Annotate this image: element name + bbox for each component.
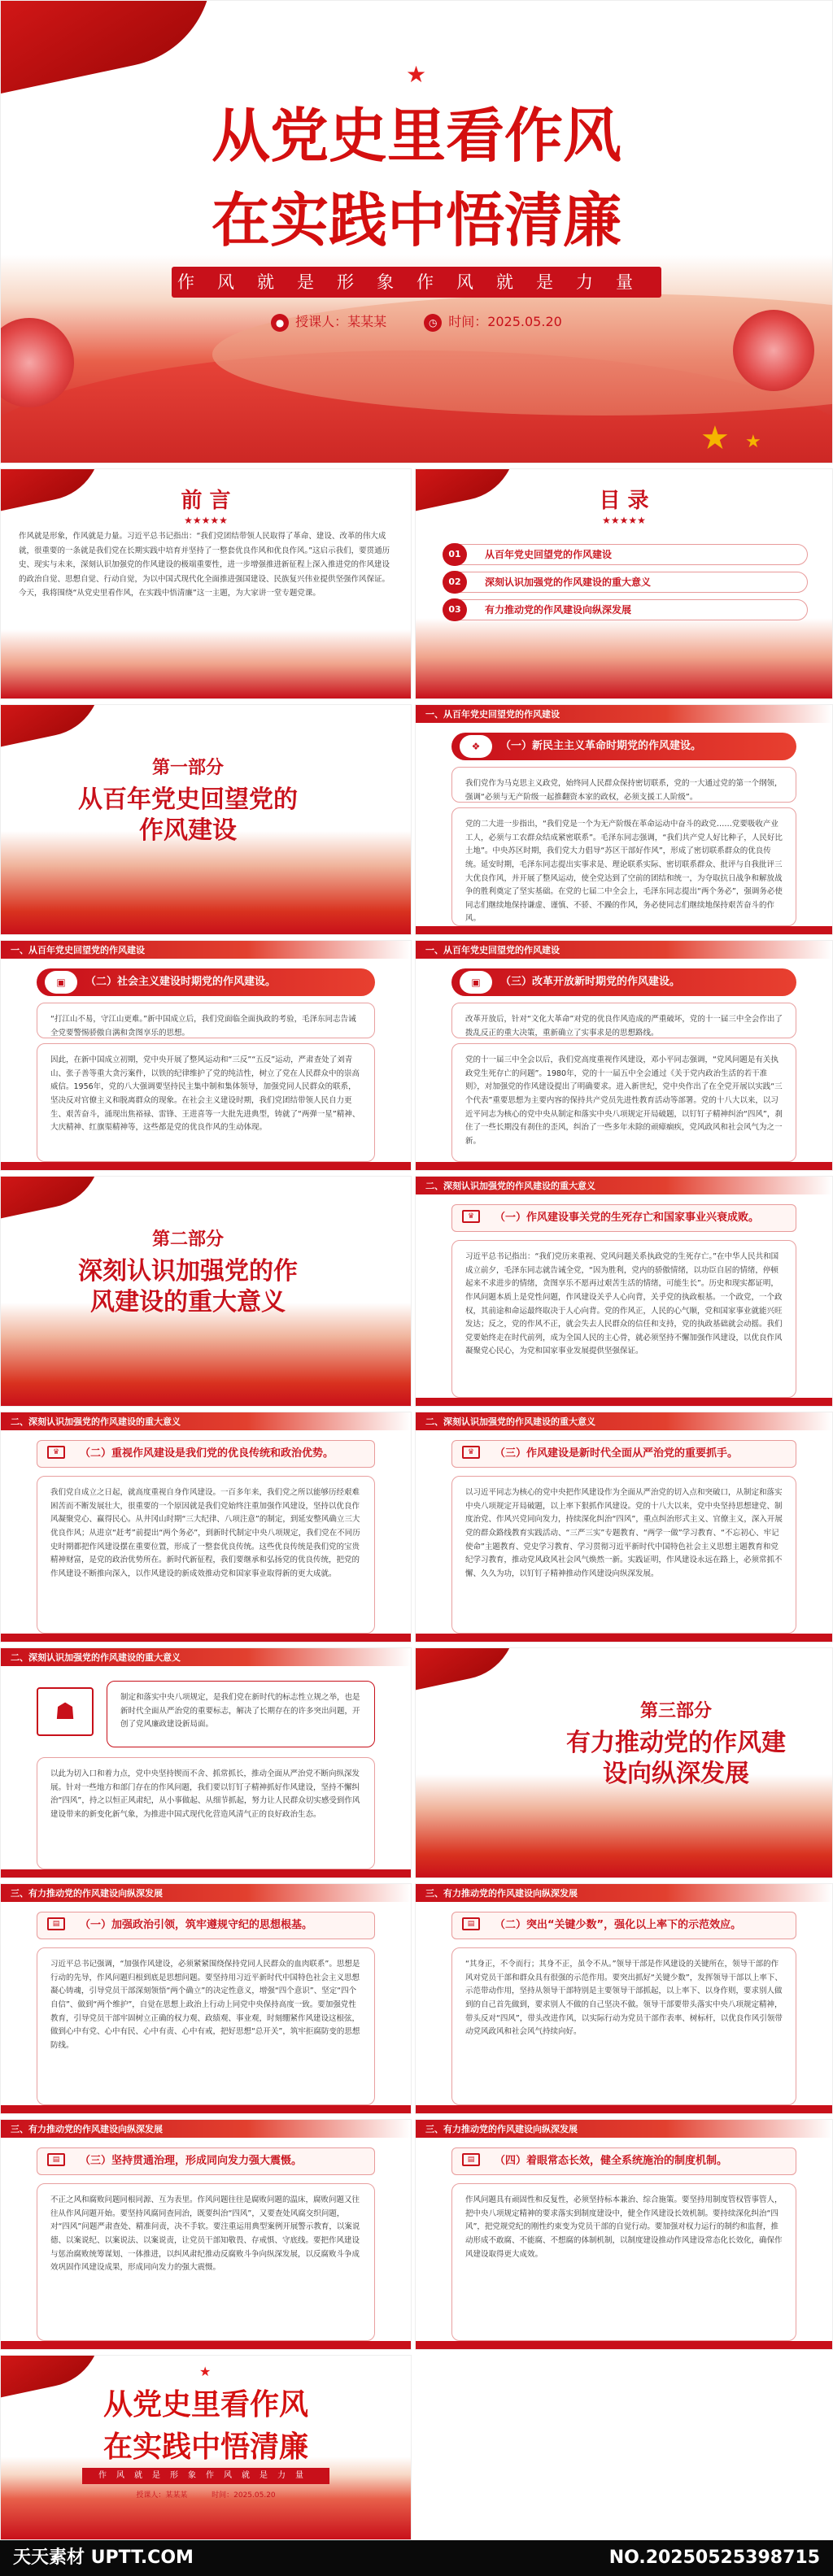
section-bar	[451, 1204, 796, 1232]
book-icon: ▤	[462, 2153, 480, 2166]
part-label: 第二部分	[151, 1229, 224, 1250]
lantern-icon: ♛	[462, 1446, 480, 1459]
toc-item-2[interactable]	[443, 572, 808, 593]
user-icon: ●	[271, 314, 289, 332]
slide-header	[416, 941, 832, 959]
body-para: 习近平总书记强调，“加强作风建设，必须紧紧围绕保持党同人民群众的血肉联系”。思想是行动的先导，作风问题归根到底是思想问题。要坚持用习近平新时代中国特色社会主义思想凝心铸魂，引导党员干部深刻领悟“两个确立”的决定性意义，增强“四个意识”、坚定“四个自信”、做到“两个维护”，自觉在思想上政治上行动上同党中央保持高度一致。要加强党性教育，引导党员干部牢固树立正确的权力观、政绩观、事业观，时刻绷紧作风建设这根弦，做到心中有党、心中有民、心中有责、心中有戒，把好思想“总开关”，筑牢拒腐防变的思想防线。	[50, 1960, 360, 2050]
section-title: （四）着眼常态长效，健全系统施治的制度机制。	[495, 2155, 728, 2167]
body-para: 习近平总书记指出：“我们党历来重视、党风问题关系执政党的生死存亡。”在中华人民共和国成立前夕，毛泽东同志就告诫全党，“因为胜利，党内的骄傲情绪，以功臣自居的情绪，停顿起来不求进步的情绪，贪图享乐不愿再过艰苦生活的情绪，可能生长”。历史和现实都证明，作风问题本质上是党性问题，作风建设关乎人心向背，关乎党的执政根基。一个政党，一个政权，其前途和命运最终取决于人心向背。党的作风正，人民的心气顺，党和国家事业就能兴旺发达；反之，党的作风不正，就会失去人民群众的信任和支持，党的执政基础就会动摇。我们党要始终走在时代前列，成为全国人民的主心骨，就必须坚持不懈加强作风建设，以优良作风凝聚党心民心，为党和国家事业发展提供坚强保证。	[465, 1252, 783, 1356]
section-bar	[37, 2147, 375, 2175]
slide-header	[1, 2120, 411, 2138]
cover-subtitle: 作风就是形象作风就是力量	[172, 267, 661, 298]
time-text: 时间：2025.05.20	[212, 2491, 276, 2500]
stars-divider: ★★★★★	[602, 515, 646, 526]
section-title: （二）重视作风建设是我们党的优良传统和政治优势。	[80, 1447, 334, 1460]
body-para: “其身正，不令而行；其身不正，虽令不从。”领导干部是作风建设的关键所在，领导干部的作风对党员干部和群众具有很强的示范作用。要突出抓好“关键少数”，发挥领导干部以上率下、示范带动作用，坚持从领导干部特别是主要领导干部抓起，以上率下、以身作则，要求别人做到的自己首先做到，要求别人不做的自己坚决不做。领导干部要带头落实中央八项规定精神，带头反对“四风”，带头改进作风，以实际行动为党员干部作表率、树标杆，以优良作风引领带动党风政风和社会风气持续向好。	[465, 1960, 783, 2037]
ending-slide	[0, 2355, 412, 2540]
body-para: “打江山不易，守江山更难。”新中国成立后，我们党面临全面执政的考验，毛泽东同志告诫全党要警惕骄傲自满和贪图享乐的思想。	[50, 1015, 356, 1038]
slide-header	[1, 1648, 411, 1666]
slide-footer	[416, 1634, 832, 1642]
speaker-text: 授课人：某某某	[136, 2491, 188, 2500]
content-slide-4	[415, 1176, 833, 1407]
slide-footer	[416, 1398, 832, 1406]
slide-footer	[416, 2341, 832, 2349]
content-slide-1	[415, 704, 833, 935]
slide-footer	[416, 926, 832, 934]
slide-footer	[1, 1869, 411, 1878]
header-text: 三、有力推动党的作风建设向纵深发展	[11, 1888, 163, 1899]
body-text-box	[451, 807, 796, 926]
ending-meta	[1, 2489, 411, 2500]
section-bar	[37, 1440, 375, 1468]
section-title: （一）新民主主义革命时期党的作风建设。	[500, 740, 702, 752]
slide-footer	[416, 2105, 832, 2113]
cover-title-line2: 在实践中悟清廉	[211, 186, 621, 255]
header-text: 一、从百年党史回望党的作风建设	[11, 945, 145, 955]
time	[424, 311, 562, 332]
header-text: 三、有力推动党的作风建设向纵深发展	[425, 1888, 578, 1899]
body-text-box	[451, 1240, 796, 1398]
body-text-box	[37, 1043, 375, 1162]
book-icon: ▣	[460, 971, 492, 994]
toc-item-1[interactable]	[443, 544, 808, 565]
cover-slide	[0, 0, 833, 463]
book-icon: ▤	[47, 1917, 65, 1930]
section-title: （三）改革开放新时期党的作风建设。	[500, 976, 681, 988]
stars-divider: ★★★★★	[184, 515, 228, 526]
body-text-box	[37, 1947, 375, 2105]
cover-meta	[1, 311, 832, 332]
watermark-left: 天天素材 UPTT.COM	[13, 2548, 194, 2568]
toc-label: 从百年党史回望党的作风建设	[485, 549, 613, 560]
header-text: 二、深刻认识加强党的作风建设的重大意义	[425, 1181, 595, 1191]
watermark-bar	[0, 2540, 833, 2576]
time-text: 时间：2025.05.20	[448, 314, 562, 329]
part-label: 第三部分	[639, 1701, 712, 1721]
content-slide-5	[0, 1412, 412, 1643]
body-para: 以此为切入口和着力点，党中央坚持锲而不舍、抓常抓长，推动全面从严治党不断向纵深发展。针对一些地方和部门存在的作风问题，我们要以钉钉子精神抓好作风建设，坚持不懈纠治“四风”，持之以恒正风肃纪，从小事做起、从细节抓起，努力让人民群众切实感受到作风建设带来的新变化新气象，为推进中国式现代化营造风清气正的良好政治生态。	[50, 1769, 360, 1819]
section-bar	[451, 2147, 796, 2175]
slide-header	[416, 1884, 832, 1902]
cover-title-line1: 从党史里看作风	[211, 102, 621, 170]
content-slide-6	[415, 1412, 833, 1643]
header-text: 二、深刻认识加强党的作风建设的重大意义	[11, 1416, 181, 1427]
body-para: 我们党作为马克思主义政党，始终同人民群众保持密切联系，党的一大通过党的第一个纲领，强调“必须与无产阶级一起推翻资本家的政权，必须支援工人阶级”。	[465, 779, 783, 802]
part-label: 第一部分	[151, 758, 224, 778]
slide-header	[416, 705, 832, 723]
ending-subtitle: 作风就是形象作风就是力量	[82, 2468, 329, 2484]
lantern-icon: ❖	[460, 735, 492, 758]
content-slide-7	[0, 1647, 412, 1878]
section-bar	[451, 1440, 796, 1468]
speaker-text: 授课人：某某某	[295, 314, 387, 329]
body-text-box	[451, 2183, 796, 2341]
body-text-box	[451, 1947, 796, 2105]
header-text: 三、有力推动党的作风建设向纵深发展	[425, 2124, 578, 2134]
slide-header	[416, 1412, 832, 1430]
star-icon: ★	[406, 61, 427, 88]
section-title: （三）作风建设是新时代全面从严治党的重要抓手。	[495, 1447, 739, 1460]
slide-footer	[1, 2105, 411, 2113]
section-title: （二）社会主义建设时期党的作风建设。	[85, 976, 277, 988]
slide-header	[1, 1412, 411, 1430]
lantern-icon: ♛	[462, 1210, 480, 1223]
body-para: 因此，在新中国成立初期，党中央开展了整风运动和“三反”“五反”运动，严肃查处了刘青山、张子善等重大贪污案件，以铁的纪律维护了党的纯洁性，树立了党在人民群众中的崇高威信。1956年，党的八大强调要坚持民主集中制和集体领导，加强党同人民群众的联系，坚决反对官僚主义和脱离群众的现象。在社会主义建设时期，我们党团结带领人民自力更生、艰苦奋斗，涌现出焦裕禄、雷锋、王进喜等一大批先进典型，铸就了“两弹一星”精神、大庆精神、红旗渠精神等，这些都是党的优良作风的生动体现。	[50, 1055, 360, 1133]
part1-slide	[0, 704, 412, 935]
intro-text-box	[107, 1681, 375, 1747]
slide-footer	[1, 2341, 411, 2349]
part3-slide	[415, 1647, 833, 1878]
teacher-icon: ☗	[37, 1687, 94, 1736]
ending-title-line1: 从党史里看作风	[102, 2388, 308, 2422]
preface-body: 作风就是形象，作风就是力量。习近平总书记指出：“我们党团结带领人民取得了革命、建设、改革的伟大成就，很重要的一条就是我们党在长期实践中培育并坚持了一整套优良作风和优良作风。”这启示我们，要贯通历史、现实与未来，深刻认识加强党的作风建设的极端重要性，进一步增强推进新征程上深入推进党的作风建设的政治自觉、思想自觉、行动自觉，为以中国式现代化全面推进强国建设、民族复兴伟业提供坚强作风保证。今天，我将围绕“从党史里看作风，在实践中悟清廉”这一主题，为大家讲一堂专题党课。	[19, 532, 390, 598]
lantern-icon: ♛	[47, 1446, 65, 1459]
content-slide-3	[415, 940, 833, 1171]
part2-slide	[0, 1176, 412, 1407]
header-text: 一、从百年党史回望党的作风建设	[425, 709, 560, 720]
ending-title-line2: 在实践中悟清廉	[102, 2430, 308, 2464]
part-title-line1: 深刻认识加强党的作	[78, 1257, 298, 1286]
star-icon: ★	[700, 420, 730, 457]
toc-num: 03	[443, 598, 467, 621]
slide-footer	[1, 1162, 411, 1170]
section-title: （二）突出“关键少数”，强化以上率下的示范效应。	[495, 1919, 742, 1931]
body-text-box	[451, 1476, 796, 1634]
toc-heading: 目 录	[599, 489, 649, 513]
section-bar	[451, 733, 796, 760]
body-text-box	[37, 1003, 375, 1038]
body-para: 我们党自成立之日起，就高度重视自身作风建设。一百多年来，我们党之所以能够历经艰难困苦而不断发展壮大，很重要的一个原因就是我们党始终注重加强作风建设，坚持以优良作风凝聚党心、赢得民心。从井冈山时期“三大纪律、八项注意”的制定，到延安整风确立三大优良作风；从进京“赶考”前提出“两个务必”，到新时代制定中央八项规定，我们党在不同历史时期都把作风建设摆在重要位置，形成了一整套优良传统。这些优良传统是我们党的宝贵精神财富，是党的政治优势所在。新时代新征程，我们要继承和弘扬党的优良传统，把党的作风建设不断推向深入，以作风建设的新成效推动党和国家事业取得新的更大成就。	[50, 1488, 360, 1578]
body-para: 以习近平同志为核心的党中央把作风建设作为全面从严治党的切入点和突破口，从制定和落实中央八项规定开局破题，以上率下狠抓作风建设。党的十八大以来，党中央坚持思想建党、制度治党、作风兴党同向发力，持续深化纠治“四风”，重点纠治形式主义、官僚主义，深入开展党的群众路线教育实践活动、“三严三实”专题教育、“两学一做”学习教育、“不忘初心、牢记使命”主题教育、党史学习教育、学习贯彻习近平新时代中国特色社会主义思想主题教育和党纪学习教育，推动党风政风社会风气焕然一新。实践证明，作风建设永远在路上，必须常抓不懈、久久为功，以钉钉子精神推动作风建设向纵深发展。	[465, 1488, 783, 1578]
section-bar	[37, 1912, 375, 1939]
body-text-box	[37, 1757, 375, 1869]
toc-slide	[415, 468, 833, 699]
header-text: 二、深刻认识加强党的作风建设的重大意义	[425, 1416, 595, 1427]
book-icon: ▣	[45, 971, 77, 994]
section-title: （一）作风建设事关党的生死存亡和国家事业兴衰成败。	[495, 1212, 760, 1224]
section-bar	[37, 968, 375, 996]
content-slide-11	[415, 2119, 833, 2350]
section-bar	[451, 1912, 796, 1939]
header-text: 一、从百年党史回望党的作风建设	[425, 945, 560, 955]
book-icon: ▤	[47, 2153, 65, 2166]
slide-header	[1, 1884, 411, 1902]
body-para: 党的二大进一步指出，“我们党是一个为无产阶级在革命运动中奋斗的政党……党要吸收产业工人，必须与工农群众结成紧密联系”。毛泽东同志强调，“我们共产党人好比种子，人民好比土地”。中央苏区时期，我们党大力倡导“苏区干部好作风”，形成了密切联系群众的优良传统。延安时期，毛泽东同志提出实事求是、理论联系实际、密切联系群众、批评与自我批评三大优良作风，并开展了整风运动，使全党达到了空前的团结和统一，为夺取抗日战争和解放战争的胜利奠定了坚实基础。在党的七届二中全会上，毛泽东同志提出“两个务必”，强调务必使同志们继续地保持谦虚、谨慎、不骄、不躁的作风，务必使同志们继续地保持艰苦奋斗的作风。	[465, 820, 783, 924]
body-para: 改革开放后，针对“文化大革命”对党的优良作风造成的严重破坏，党的十一届三中全会作出了拨乱反正的重大决策，重新确立了实事求是的思想路线。	[465, 1015, 783, 1038]
content-slide-8	[0, 1883, 412, 2114]
body-para: 作风问题具有顽固性和反复性，必须坚持标本兼治、综合施策。要坚持用制度管权管事管人，把中央八项规定精神的要求落实到制度建设中，健全作风建设长效机制。要持续深化纠治“四风”，把党规党纪的刚性约束变为党员干部的自觉行动。要加强对权力运行的制约和监督，推动形成不敢腐、不能腐、不想腐的体制机制，以制度建设推动作风建设常态化长效化，确保作风建设取得更大成效。	[465, 2195, 783, 2259]
preface-slide	[0, 468, 412, 699]
section-bar	[451, 968, 796, 996]
slide-header	[1, 941, 411, 959]
body-text-box	[37, 1476, 375, 1634]
slide-header	[416, 2120, 832, 2138]
part-title-line1: 有力推动党的作风建	[566, 1729, 786, 1757]
body-para: 不正之风和腐败问题同根同源、互为表里。作风问题往往是腐败问题的温床，腐败问题又往往从作风问题开始。要坚持风腐同查同治，既要纠治“四风”，又要查处风腐交织问题，对“四风”问题严肃查处、精准问责，决不手软。要注重运用典型案例开展警示教育，以案说德、以案说纪、以案说法、以案说责，让党员干部知敬畏、存戒惧、守底线。要把作风建设与惩治腐败统筹谋划、一体推进，以纠风肃纪推动反腐败斗争向纵深发展，以反腐败斗争成效巩固作风建设成果，形成同向发力的强大震慑。	[50, 2195, 360, 2273]
body-para: 党的十一届三中全会以后，我们党高度重视作风建设，邓小平同志强调，“党风问题是有关执政党生死存亡的问题”。1980年，党的十一届五中全会通过《关于党内政治生活的若干准则》，对加强党的作风建设提出了明确要求。进入新世纪，党中央作出了在全党开展以实践“三个代表”重要思想为主要内容的保持共产党员先进性教育活动等部署。党的十八大以来，以习近平同志为核心的党中央从制定和落实中央八项规定开局破题，以钉钉子精神纠治“四风”，刹住了一些长期没有刹住的歪风，纠治了一些多年未除的顽瘴痼疾，党风政风和社会风气为之一新。	[465, 1055, 783, 1146]
book-icon: ▤	[462, 1917, 480, 1930]
body-text-box	[451, 767, 796, 803]
toc-label: 有力推动党的作风建设向纵深发展	[485, 604, 632, 616]
preface-heading: 前 言	[181, 489, 231, 513]
body-text-box	[451, 1043, 796, 1162]
part-title-line2: 作风建设	[139, 816, 237, 845]
section-title: （一）加强政治引领，筑牢遵规守纪的思想根基。	[80, 1919, 313, 1931]
star-icon: ★	[199, 2364, 212, 2379]
clock-icon: ◷	[424, 314, 442, 332]
toc-item-3[interactable]	[443, 599, 808, 620]
part-title-line2: 设向纵深发展	[603, 1760, 749, 1788]
intro-para: 制定和落实中央八项规定，是我们党在新时代的标志性立规之举，也是新时代全面从严治党的重要标志，解决了长期存在的许多突出问题，开创了党风廉政建设新局面。	[120, 1693, 360, 1730]
slide-footer	[1, 1634, 411, 1642]
body-text-box	[451, 1003, 796, 1038]
slide-footer	[416, 1162, 832, 1170]
speaker	[271, 311, 386, 332]
toc-label: 深刻认识加强党的作风建设的重大意义	[485, 577, 652, 588]
content-slide-9	[415, 1883, 833, 2114]
star-icon: ★	[745, 432, 761, 452]
part-title-line2: 风建设的重大意义	[90, 1288, 286, 1316]
body-text-box	[37, 2183, 375, 2341]
content-slide-2	[0, 940, 412, 1171]
part-title-line1: 从百年党史回望党的	[78, 785, 298, 814]
watermark-right: NO.20250525398715	[608, 2548, 820, 2568]
section-title: （三）坚持贯通治理，形成同向发力强大震慑。	[80, 2155, 303, 2167]
header-text: 三、有力推动党的作风建设向纵深发展	[11, 2124, 163, 2134]
slide-header	[416, 1177, 832, 1194]
toc-num: 01	[443, 543, 467, 566]
header-text: 二、深刻认识加强党的作风建设的重大意义	[11, 1652, 181, 1663]
toc-num: 02	[443, 571, 467, 594]
content-slide-10	[0, 2119, 412, 2350]
